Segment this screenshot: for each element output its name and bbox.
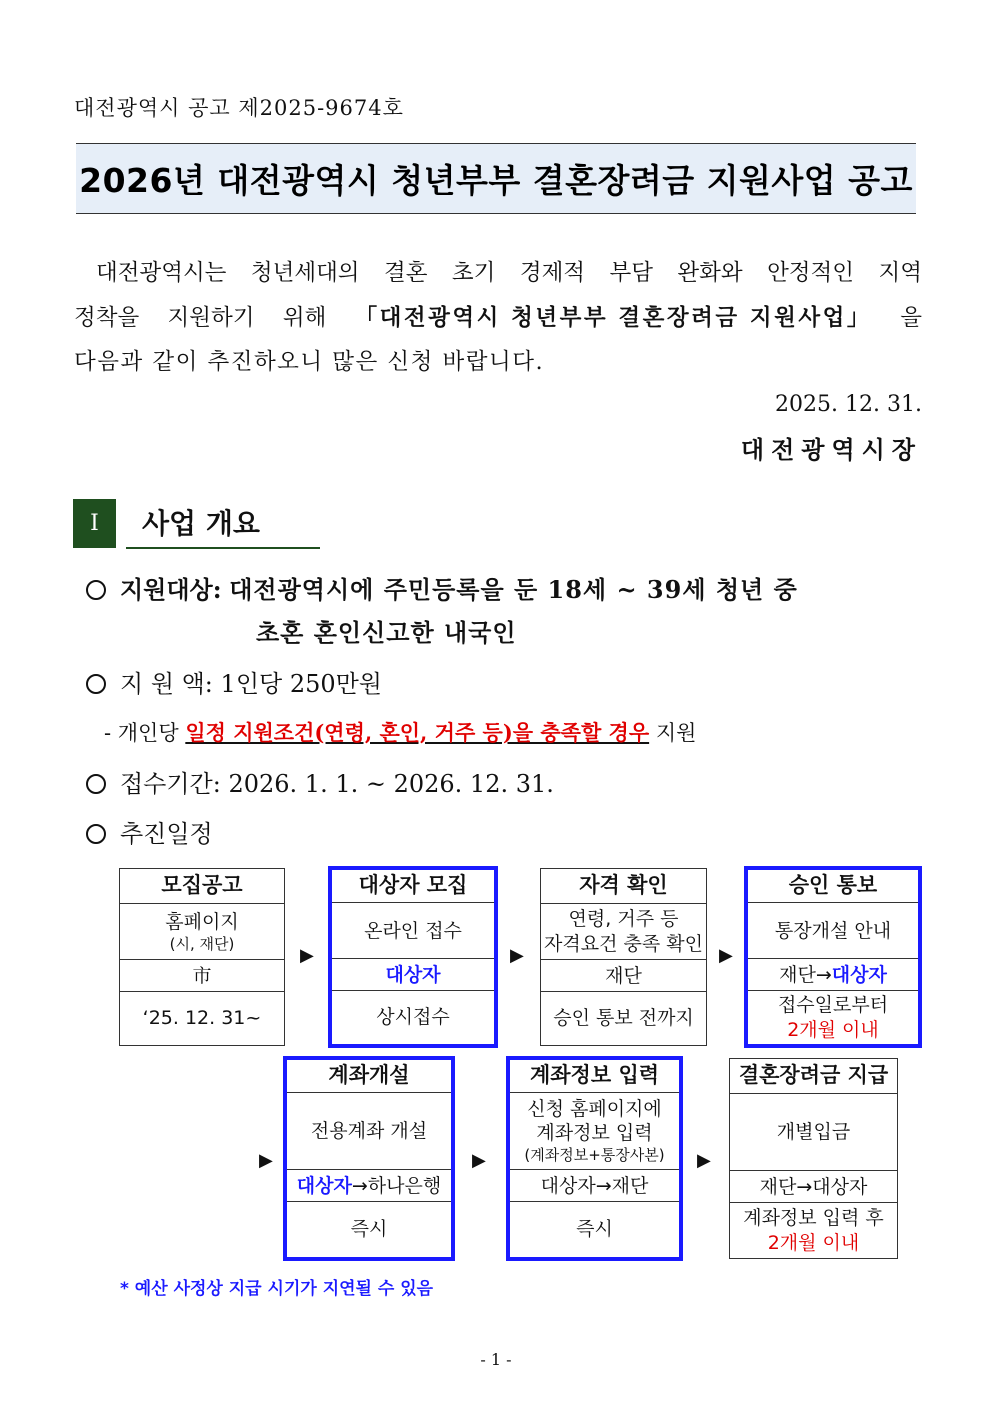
step-who-pre: 재단→ [779, 963, 832, 986]
step-who-emph: 대상자 [296, 1174, 352, 1197]
step-when-line: 2개월 이내 [767, 1231, 860, 1254]
step-when: 즉시 [510, 1201, 679, 1257]
intro-word: 을 [900, 305, 922, 331]
step-desc: 온라인 접수 [332, 902, 494, 959]
step-applicant-recruit [328, 866, 498, 1048]
step-head: 결혼장려금 지급 [738, 1063, 889, 1088]
issuer: 대전광역시장 [740, 435, 922, 464]
step-head: 자격 확인 [579, 873, 668, 898]
step-who-emph: 대상자 [831, 963, 887, 986]
section-underline [126, 547, 320, 549]
target-label: 지원대상: [120, 575, 222, 604]
step-who: 대상자 [332, 958, 494, 991]
schedule-label: 추진일정 [120, 820, 213, 848]
arrow-right-icon: ▶ [510, 945, 524, 966]
intro-word: 지원하기 [167, 305, 255, 331]
step-when-line: 접수일로부터 [777, 993, 889, 1016]
step-desc-line: 신청 홈페이지에 [527, 1098, 662, 1121]
step-when [730, 1202, 897, 1258]
step-eligibility-check [540, 868, 707, 1046]
step-desc: 통장개설 안내 [748, 902, 918, 959]
step-desc-line: (계좌정보+통장사본) [524, 1145, 665, 1164]
step-desc [510, 1092, 679, 1170]
intro-word: 지역 [878, 260, 922, 286]
intro-word: 대전광역시는 [96, 260, 227, 286]
amount-text: 1인당 250만원 [220, 670, 382, 698]
page-title: 2026년 대전광역시 청년부부 결혼장려금 지원사업 공고 [79, 161, 913, 200]
step-desc-line: 계좌정보 입력 [536, 1122, 653, 1145]
target-text-cont: 초혼 혼인신고한 내국인 [256, 618, 517, 647]
program-name: 「대전광역시 청년부부 결혼장려금 지원사업」 [354, 305, 872, 331]
amount-label: 지 원 액: [120, 670, 213, 698]
step-when-line: 2개월 이내 [787, 1018, 879, 1041]
circle-bullet-icon [86, 824, 106, 844]
intro-line-2 [74, 300, 922, 332]
notice-number: 대전광역시 공고 제2025-9674호 [74, 96, 404, 120]
intro-word: 안정적인 [767, 260, 855, 286]
step-desc-line: 홈페이지 [165, 910, 239, 933]
step-desc [120, 903, 284, 960]
step-desc: 전용계좌 개설 [287, 1092, 451, 1170]
circle-bullet-icon [86, 774, 106, 794]
intro-word: 완화와 [677, 260, 743, 286]
footnote: * 예산 사정상 지급 시기가 지연될 수 있음 [120, 1279, 434, 1299]
announcement-date: 2025. 12. 31. [775, 392, 922, 417]
amount-item [86, 664, 382, 699]
step-desc: 개별입금 [730, 1093, 897, 1171]
step-who [748, 958, 918, 991]
circle-bullet-icon [86, 674, 106, 694]
step-when: ‘25. 12. 31~ [120, 991, 284, 1045]
arrow-right-icon: ▶ [697, 1150, 711, 1171]
arrow-right-icon: ▶ [472, 1150, 486, 1171]
amount-condition [104, 717, 696, 747]
arrow-right-icon: ▶ [259, 1150, 273, 1171]
step-when: 상시접수 [332, 990, 494, 1044]
step-when [748, 990, 918, 1044]
step-when: 승인 통보 전까지 [541, 991, 706, 1045]
amount-sub-emphasis: 일정 지원조건(연령, 혼인, 거주 등)을 충족할 경우 [185, 720, 650, 745]
intro-word: 부담 [609, 260, 653, 286]
step-who: 재단 [541, 959, 706, 992]
period-label: 접수기간: [120, 770, 221, 798]
step-who: 대상자→재단 [510, 1169, 679, 1202]
step-head: 승인 통보 [788, 873, 878, 898]
arrow-right-icon: ▶ [300, 945, 314, 966]
section-title: 사업 개요 [142, 507, 260, 540]
intro-line-1 [96, 255, 922, 287]
step-who: 市 [120, 959, 284, 992]
target-text: 대전광역시에 주민등록을 둔 18세 ~ 39세 청년 중 [229, 575, 798, 604]
step-when: 즉시 [287, 1201, 451, 1257]
section-number: Ⅰ [73, 499, 116, 548]
step-account-open [283, 1056, 455, 1261]
step-approval-notice [744, 866, 922, 1048]
arrow-right-icon: ▶ [719, 945, 733, 966]
intro-word: 청년세대의 [250, 260, 360, 286]
step-desc [541, 903, 706, 960]
period-item [86, 764, 554, 799]
step-desc-line: 자격요건 충족 확인 [544, 933, 703, 955]
step-recruit-notice [119, 868, 285, 1046]
step-head: 계좌정보 입력 [529, 1063, 660, 1088]
amount-sub-post: 지원 [655, 721, 697, 745]
step-account-info [506, 1056, 683, 1261]
amount-sub-pre: - 개인당 [104, 721, 179, 745]
step-head: 모집공고 [161, 873, 243, 898]
schedule-item [86, 814, 213, 849]
intro-word: 결혼 [383, 260, 428, 286]
period-text: 2026. 1. 1. ~ 2026. 12. 31. [228, 770, 554, 798]
step-desc-line: (시, 재단) [169, 934, 235, 953]
step-who [287, 1169, 451, 1202]
title-box [76, 143, 916, 214]
circle-bullet-icon [86, 580, 106, 600]
step-who: 재단→대상자 [730, 1170, 897, 1203]
step-head: 대상자 모집 [358, 873, 468, 898]
step-grant-payment [729, 1058, 898, 1259]
intro-word: 위해 [282, 305, 327, 331]
intro-word: 정착을 [74, 305, 140, 331]
intro-word: 초기 [451, 260, 496, 286]
intro-line-3: 다음과 같이 추진하오니 많은 신청 바랍니다. [74, 349, 545, 375]
step-when-line: 계좌정보 입력 후 [743, 1206, 884, 1229]
page-number: - 1 - [480, 1350, 512, 1369]
step-head: 계좌개설 [328, 1063, 410, 1088]
target-item [86, 570, 798, 605]
step-who-post: →하나은행 [351, 1174, 442, 1197]
intro-word: 경제적 [519, 260, 586, 286]
step-desc-line: 연령, 거주 등 [568, 908, 679, 931]
